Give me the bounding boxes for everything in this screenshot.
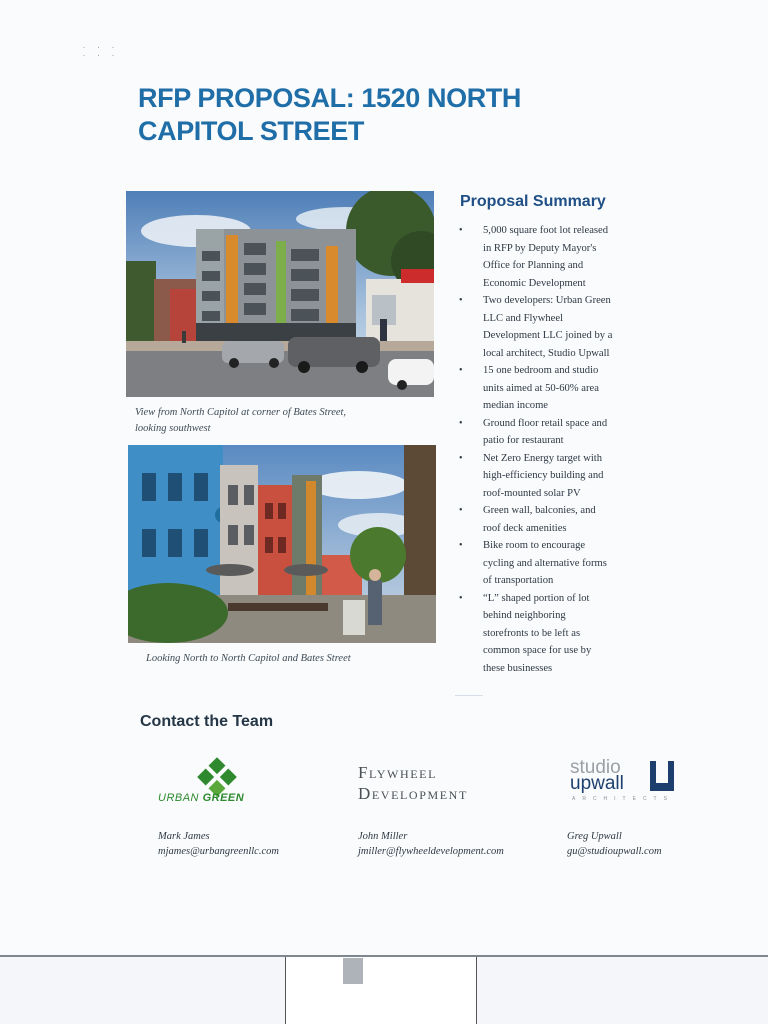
contact-urban-green: [158, 829, 279, 859]
photo-2-caption: Looking North to North Capitol and Bates Street: [146, 653, 351, 664]
flywheel-development-logo: [358, 762, 468, 804]
bullet-icon: •: [459, 505, 463, 516]
photo-1-caption: [135, 405, 435, 437]
summary-line: Net Zero Energy target with: [483, 452, 603, 464]
summary-item: [459, 222, 654, 292]
green-word: GREEN: [202, 792, 245, 804]
upwall-word: upwall: [570, 773, 624, 794]
contact-email[interactable]: jmiller@flywheeldevelopment.com: [358, 846, 504, 857]
summary-line: these businesses: [483, 662, 553, 674]
summary-list: [459, 222, 654, 677]
architects-word: ARCHITECTS: [572, 796, 674, 802]
summary-line: “L” shaped portion of lot: [483, 592, 590, 604]
summary-line: 15 one bedroom and studio: [483, 365, 599, 376]
summary-item: [459, 415, 654, 450]
summary-item: [459, 537, 654, 590]
summary-line: in RFP by Deputy Mayor's: [483, 242, 597, 254]
contact-email[interactable]: gu@studioupwall.com: [567, 846, 662, 857]
summary-line: median income: [483, 400, 549, 411]
contact-flywheel: [358, 829, 504, 859]
summary-line: Development LLC joined by a: [483, 330, 613, 341]
summary-line: local architect, Studio Upwall: [483, 347, 610, 359]
contact-email[interactable]: mjames@urbangreenllc.com: [158, 846, 279, 857]
photo-1-caption-line-2: looking southwest: [135, 423, 211, 434]
contact-name: Mark James: [158, 831, 210, 842]
summary-line: behind neighboring: [483, 610, 566, 621]
studio-upwall-logo: [570, 758, 680, 808]
summary-item: [459, 292, 654, 362]
bullet-icon: •: [459, 540, 463, 551]
scanner-slot: [285, 957, 477, 1024]
summary-line: Economic Development: [483, 277, 586, 289]
summary-line: 5,000 square foot lot released: [483, 225, 609, 236]
scan-noise: · · · · · ·: [82, 44, 119, 60]
summary-line: high-efficiency building and: [483, 470, 604, 481]
development-word: Development: [358, 784, 468, 803]
scanner-mark: [343, 958, 363, 984]
urban-green-logo-text: [158, 792, 244, 804]
bullet-icon: •: [459, 452, 463, 464]
bullet-icon: •: [459, 417, 463, 429]
summary-line: roof-mounted solar PV: [483, 487, 581, 499]
bullet-icon: •: [459, 295, 463, 306]
bullet-icon: •: [459, 592, 463, 604]
bullet-icon: •: [459, 225, 463, 236]
bullet-icon: •: [459, 365, 463, 376]
summary-line: Office for Planning and: [483, 260, 584, 271]
summary-line: Ground floor retail space and: [483, 417, 608, 429]
photo-1-caption-line-1: View from North Capitol at corner of Bates Street,: [135, 407, 347, 418]
summary-item: [459, 450, 654, 503]
page-title: [138, 82, 618, 148]
summary-line: Bike room to encourage: [483, 540, 586, 551]
summary-item: [459, 502, 654, 537]
upwall-u-icon: [650, 761, 674, 791]
contact-heading: Contact the Team: [140, 713, 274, 730]
summary-line: Green wall, balconies, and: [483, 505, 596, 516]
summary-line: Two developers: Urban Green: [483, 295, 611, 306]
summary-line: common space for use by: [483, 645, 592, 656]
summary-line: patio for restaurant: [483, 435, 564, 446]
summary-item: [459, 362, 654, 415]
studio-word: studio: [570, 757, 621, 778]
summary-line: storefronts to be left as: [483, 627, 581, 639]
title-line-2: CAPITOL STREET: [138, 116, 364, 146]
flywheel-word: Flywheel: [358, 763, 438, 782]
summary-line: units aimed at 50-60% area: [483, 382, 599, 394]
summary-item: [459, 590, 654, 678]
contact-name: Greg Upwall: [567, 831, 622, 842]
summary-line: LLC and Flywheel: [483, 312, 564, 324]
streetscape-photo: [128, 445, 436, 643]
contact-studio-upwall: [567, 829, 662, 859]
summary-line: roof deck amenities: [483, 522, 567, 534]
summary-line: cycling and alternative forms: [483, 557, 607, 569]
summary-line: of transportation: [483, 575, 554, 586]
urban-word: URBAN: [158, 792, 200, 804]
contact-name: John Miller: [358, 831, 408, 842]
title-line-1: RFP PROPOSAL: 1520 NORTH: [138, 83, 521, 113]
building-rendering-photo: [126, 191, 434, 397]
summary-heading: Proposal Summary: [460, 193, 606, 210]
divider: [455, 695, 483, 696]
